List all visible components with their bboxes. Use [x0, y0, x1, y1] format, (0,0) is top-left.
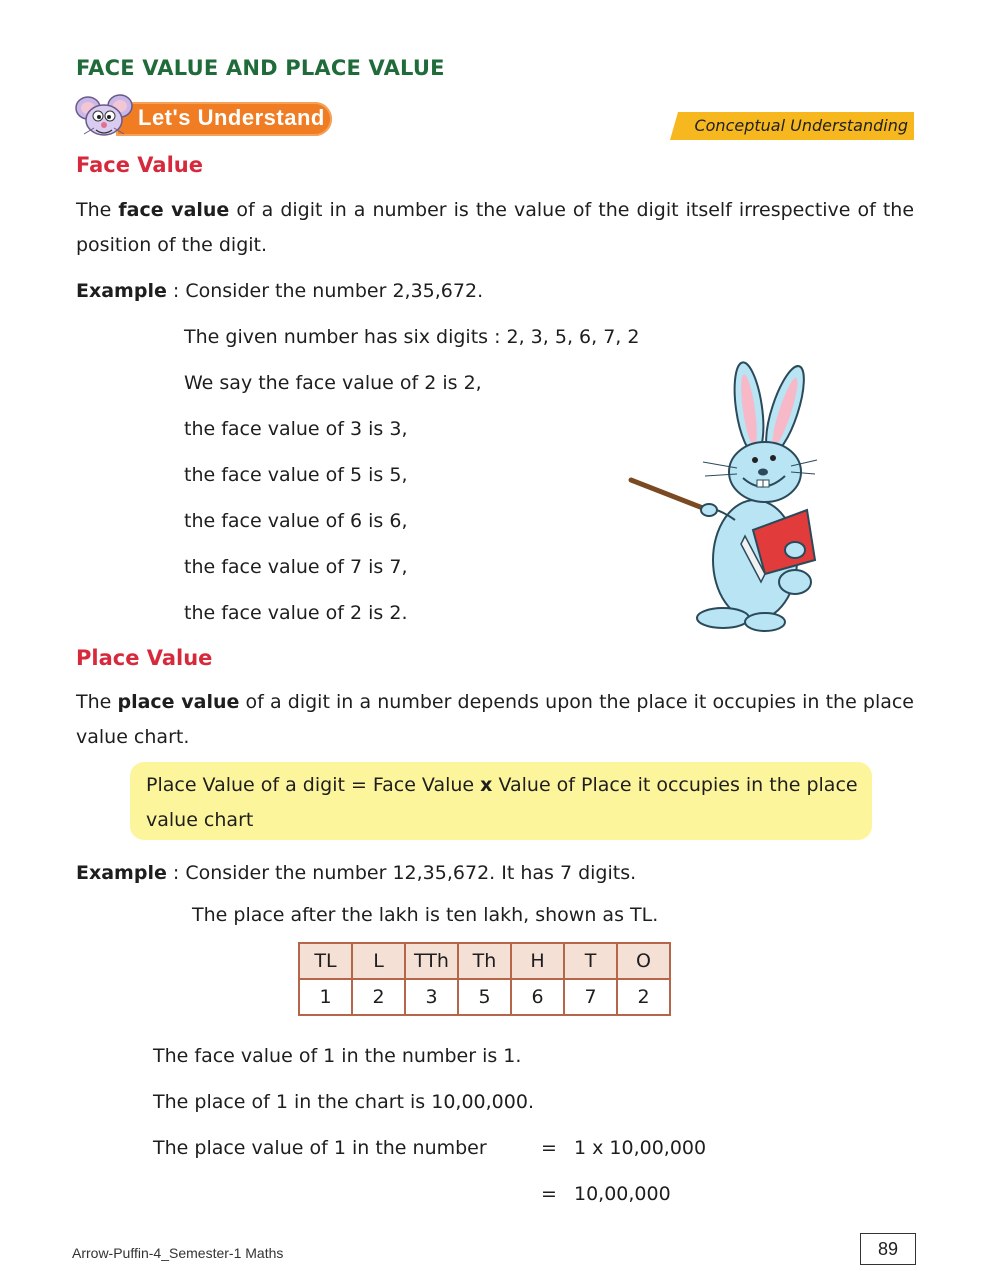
rabbit-illustration — [625, 360, 820, 635]
def-bold: face value — [118, 199, 230, 221]
place-value-title: Place Value — [76, 646, 213, 670]
place-line: The place of 1 in the chart is 10,00,000. — [153, 1091, 534, 1113]
def-pre: The — [76, 199, 119, 221]
table-cell: 5 — [458, 979, 511, 1015]
face-line: the face value of 6 is 6, — [184, 510, 408, 532]
lets-understand-badge — [74, 94, 332, 140]
table-cell: 6 — [511, 979, 564, 1015]
page-number: 89 — [860, 1233, 916, 1265]
table-cell: 2 — [352, 979, 405, 1015]
example-label: Example — [76, 862, 167, 884]
table-header-cell: T — [564, 943, 617, 979]
face-value-definition — [76, 193, 914, 263]
face-line: We say the face value of 2 is 2, — [184, 372, 482, 394]
mouse-mascot-icon — [74, 94, 136, 140]
formula-pre: Place Value of a digit = Face Value — [146, 774, 481, 796]
calc-label: The place value of 1 in the number — [153, 1137, 487, 1159]
table-header-cell: L — [352, 943, 405, 979]
badge-label: Let's Understand — [138, 105, 325, 130]
face-line: the face value of 2 is 2. — [184, 602, 408, 624]
face-example — [76, 280, 483, 302]
page-heading: FACE VALUE AND PLACE VALUE — [76, 56, 445, 80]
calc-step-2: 10,00,000 — [574, 1183, 671, 1205]
concept-tag — [670, 112, 914, 140]
example-text: : Consider the number 12,35,672. It has 7 digits. — [166, 862, 637, 884]
place-value-table — [298, 942, 671, 1016]
face-line: The given number has six digits : 2, 3, 5, 6, 7, 2 — [184, 326, 640, 348]
def-bold: place value — [117, 691, 240, 713]
face-line: the face value of 5 is 5, — [184, 464, 408, 486]
table-header-cell: O — [617, 943, 670, 979]
calc-step-1: 1 x 10,00,000 — [574, 1137, 707, 1159]
table-header-cell: TL — [299, 943, 352, 979]
example-label: Example — [76, 280, 167, 302]
face-value-title: Face Value — [76, 153, 203, 177]
def-post: of a digit in a number depends upon the place it occupies in the place value chart. — [76, 691, 915, 748]
table-cell: 7 — [564, 979, 617, 1015]
table-header-cell: Th — [458, 943, 511, 979]
table-row — [299, 979, 670, 1015]
table-cell: 3 — [405, 979, 458, 1015]
formula-text — [146, 768, 858, 838]
table-cell: 2 — [617, 979, 670, 1015]
table-cell: 1 — [299, 979, 352, 1015]
example-text: : Consider the number 2,35,672. — [166, 280, 484, 302]
table-header-cell: TTh — [405, 943, 458, 979]
equals-sign: = — [541, 1183, 557, 1205]
face-line: the face value of 7 is 7, — [184, 556, 408, 578]
formula-box — [130, 762, 872, 840]
formula-post: Value of Place it occupies in the place value chart — [146, 774, 858, 831]
footer-book-title: Arrow-Puffin-4_Semester-1 Maths — [72, 1245, 284, 1261]
formula-x: x — [480, 774, 493, 796]
concept-tag-label: Conceptual Understanding — [694, 116, 908, 135]
def-pre: The — [76, 691, 118, 713]
place-line: The face value of 1 in the number is 1. — [153, 1045, 522, 1067]
place-value-definition — [76, 685, 914, 755]
face-line: the face value of 3 is 3, — [184, 418, 408, 440]
place-example — [76, 862, 636, 884]
table-header-row — [299, 943, 670, 979]
equals-sign: = — [541, 1137, 557, 1159]
def-post: of a digit in a number is the value of the digit itself irrespective of the position of the digit. — [76, 199, 915, 256]
place-note: The place after the lakh is ten lakh, shown as TL. — [192, 904, 659, 926]
table-header-cell: H — [511, 943, 564, 979]
